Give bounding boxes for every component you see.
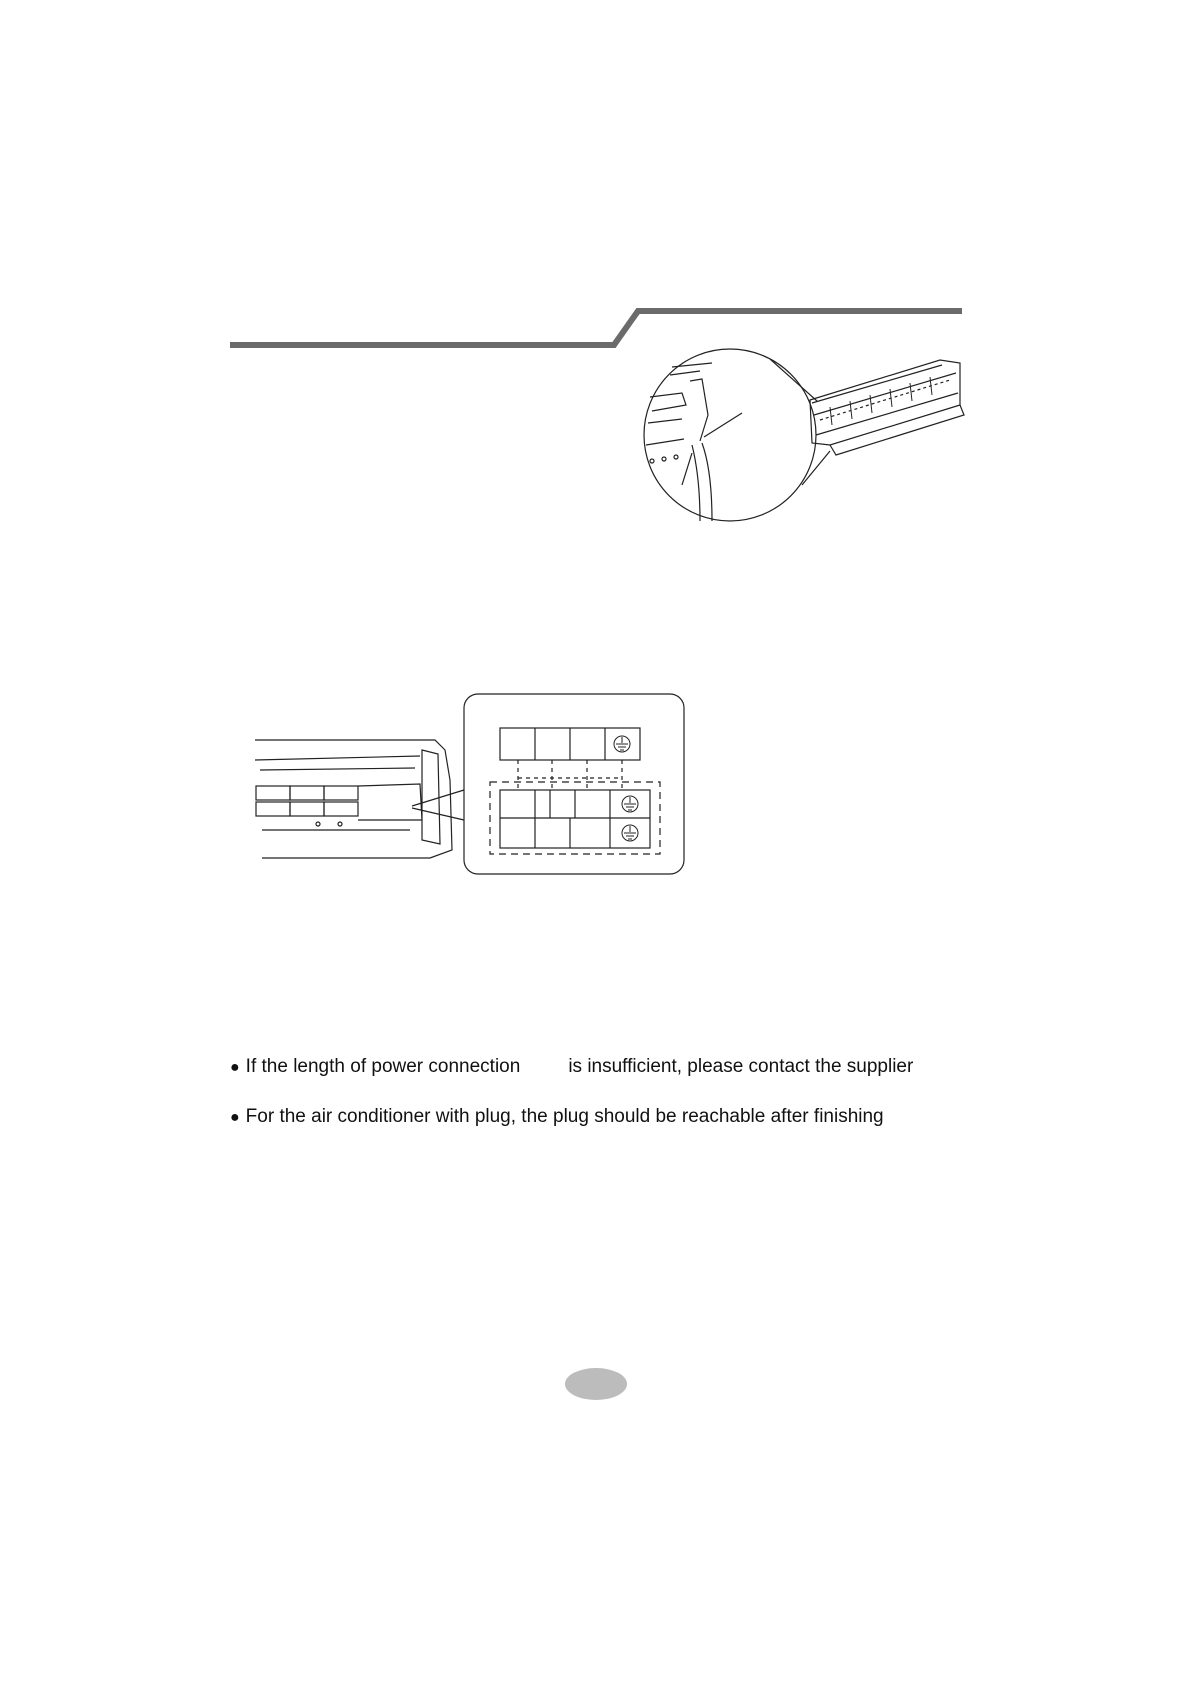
section-header-rule bbox=[0, 0, 1191, 360]
note-text-part2: is insufficient, please contact the supplier bbox=[568, 1056, 914, 1077]
bullet-marker: ● bbox=[230, 1059, 240, 1076]
note-plug-reachable bbox=[230, 1107, 884, 1126]
cable-clamp-figure bbox=[630, 345, 970, 525]
bullet-marker: ● bbox=[230, 1109, 240, 1126]
note-text: For the air conditioner with plug, the plug should be reachable after finishing bbox=[245, 1106, 884, 1127]
note-text-part1: If the length of power connection bbox=[245, 1056, 521, 1077]
page-number-badge bbox=[565, 1368, 627, 1400]
note-power-connection-length bbox=[230, 1057, 913, 1076]
terminal-block-figure bbox=[250, 690, 700, 880]
